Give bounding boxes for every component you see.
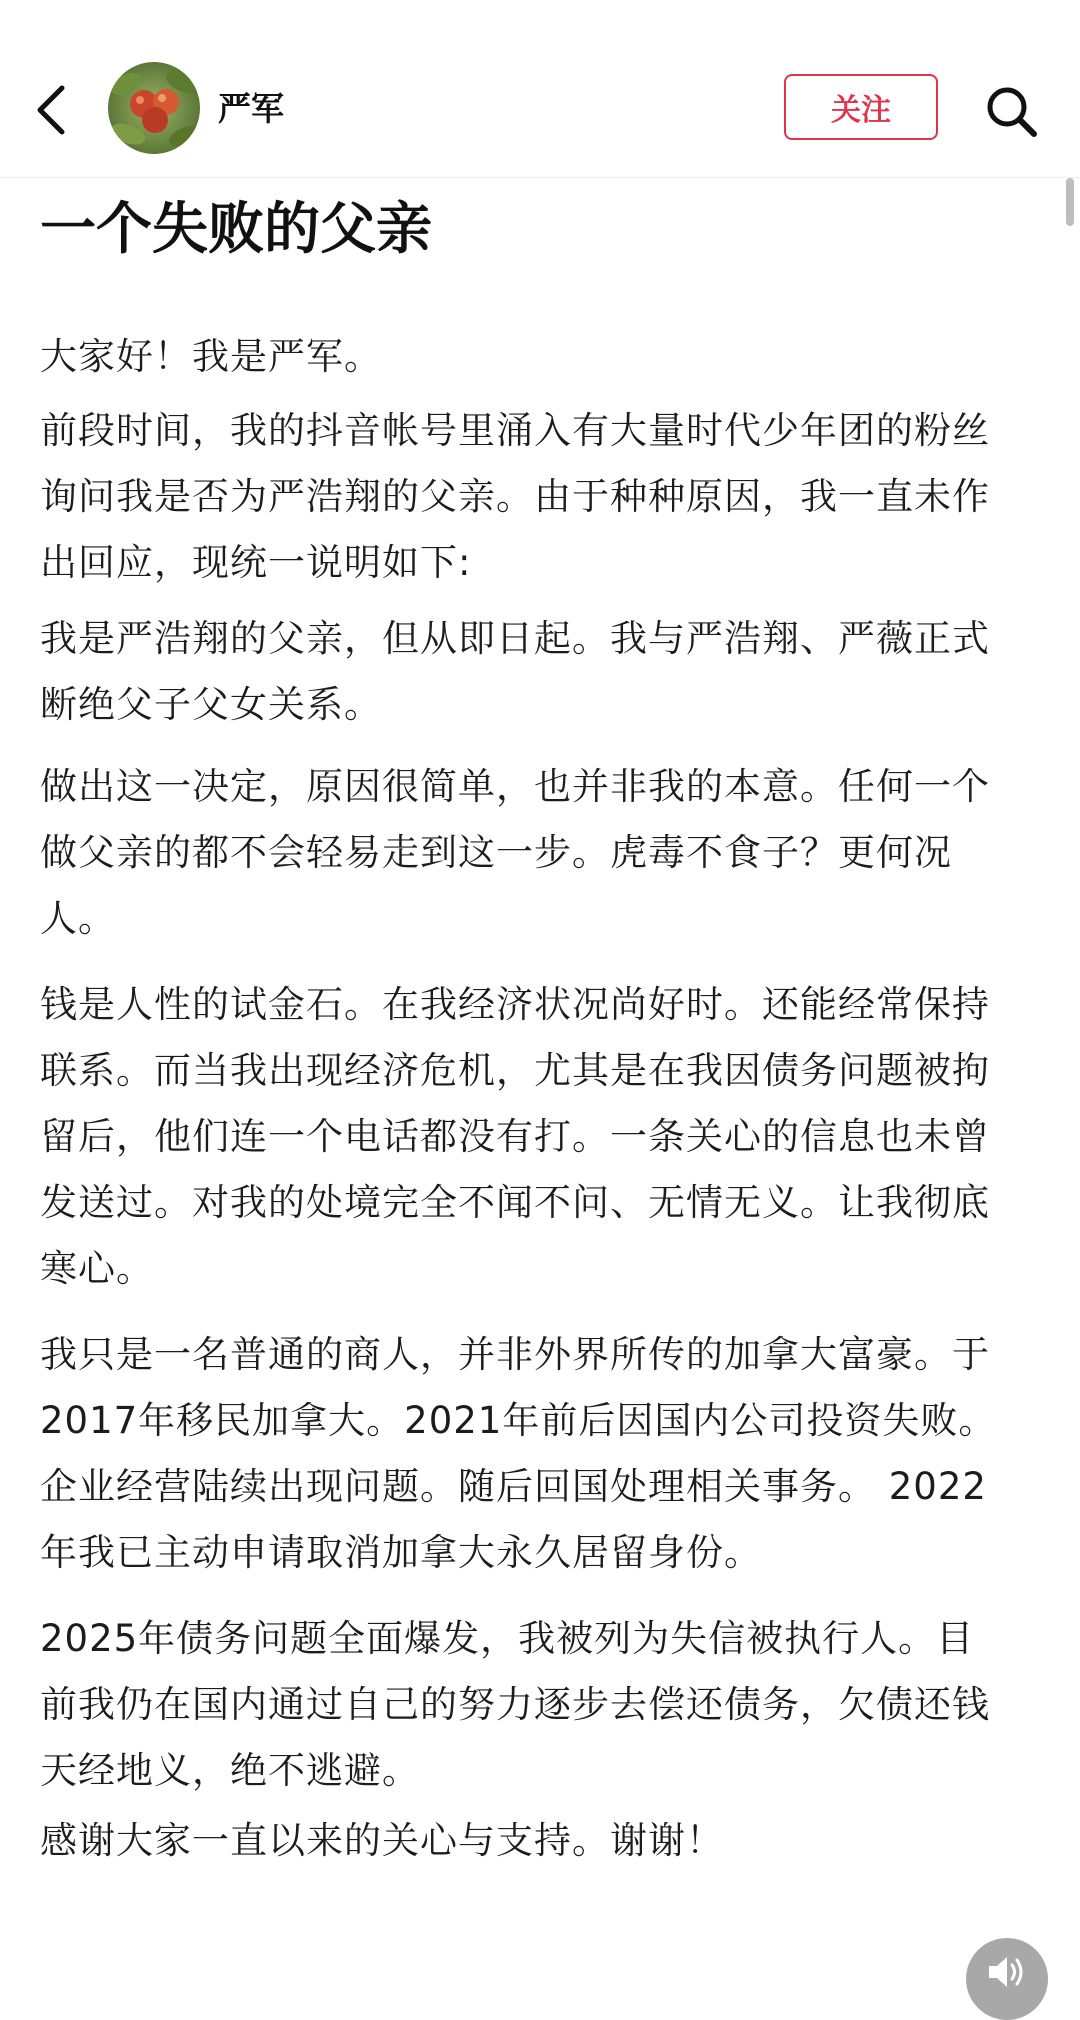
speaker-icon <box>985 1952 1029 1992</box>
paragraph-line: 企业经营陆续出现问题。随后回国处理相关事务。 2022 <box>40 1465 987 1508</box>
paragraph-greeting <box>40 324 1040 390</box>
paragraph-line: 人。 <box>40 897 116 940</box>
paragraph-line: 2017年移民加拿大。2021年前后因国内公司投资失败。 <box>40 1399 997 1442</box>
paragraph-line: 留后，他们连一个电话都没有打。一条关心的信息也未曾 <box>40 1115 990 1158</box>
paragraph-line: 感谢大家一直以来的关心与支持。谢谢！ <box>40 1819 724 1862</box>
follow-button[interactable]: 关注 <box>784 74 938 140</box>
paragraph-money <box>40 972 1040 1302</box>
article-title: 一个失败的父亲 <box>40 197 432 262</box>
chevron-left-icon <box>30 82 70 138</box>
paragraph-line: 我只是一名普通的商人，并非外界所传的加拿大富豪。于 <box>40 1333 990 1376</box>
author-avatar[interactable] <box>108 62 200 154</box>
paragraph-line: 天经地义，绝不逃避。 <box>40 1749 420 1792</box>
back-button[interactable] <box>22 72 78 148</box>
paragraph-line: 寒心。 <box>40 1247 154 1290</box>
paragraph-line: 钱是人性的试金石。在我经济状况尚好时。还能经常保持 <box>40 983 990 1026</box>
paragraph-line: 联系。而当我出现经济危机，尤其是在我因债务问题被拘 <box>40 1049 990 1092</box>
paragraph-debt <box>40 1606 1040 1804</box>
article-body <box>40 324 1040 1874</box>
paragraph-line: 年我已主动申请取消加拿大永久居留身份。 <box>40 1531 762 1574</box>
paragraph-line: 断绝父子父女关系。 <box>40 683 382 726</box>
paragraph-line: 发送过。对我的处境完全不闻不问、无情无义。让我彻底 <box>40 1181 990 1224</box>
paragraph-line: 做父亲的都不会轻易走到这一步。虎毒不食子？更何况 <box>40 831 952 874</box>
paragraph-fans-inquiry <box>40 398 1040 596</box>
paragraph-line: 我是严浩翔的父亲，但从即日起。我与严浩翔、严薇正式 <box>40 617 990 660</box>
paragraph-reason <box>40 754 1040 952</box>
scrollbar-thumb[interactable] <box>1066 178 1074 226</box>
paragraph-background <box>40 1322 1040 1586</box>
paragraph-declaration <box>40 606 1040 738</box>
paragraph-line: 大家好！我是严军。 <box>40 335 382 378</box>
paragraph-thanks <box>40 1808 1040 1874</box>
search-icon <box>984 84 1040 140</box>
paragraph-line: 2025年债务问题全面爆发，我被列为失信被执行人。目 <box>40 1617 975 1660</box>
audio-play-button[interactable] <box>966 1938 1048 2020</box>
paragraph-line: 前段时间，我的抖音帐号里涌入有大量时代少年团的粉丝 <box>40 409 990 452</box>
search-button[interactable] <box>982 82 1042 142</box>
top-nav-bar <box>0 0 1080 178</box>
author-name[interactable]: 严军 <box>218 89 284 128</box>
paragraph-line: 前我仍在国内通过自己的努力逐步去偿还债务，欠债还钱 <box>40 1683 990 1726</box>
paragraph-line: 出回应，现统一说明如下: <box>40 541 472 584</box>
paragraph-line: 做出这一决定，原因很简单，也并非我的本意。任何一个 <box>40 765 990 808</box>
paragraph-line: 询问我是否为严浩翔的父亲。由于种种原因，我一直未作 <box>40 475 990 518</box>
